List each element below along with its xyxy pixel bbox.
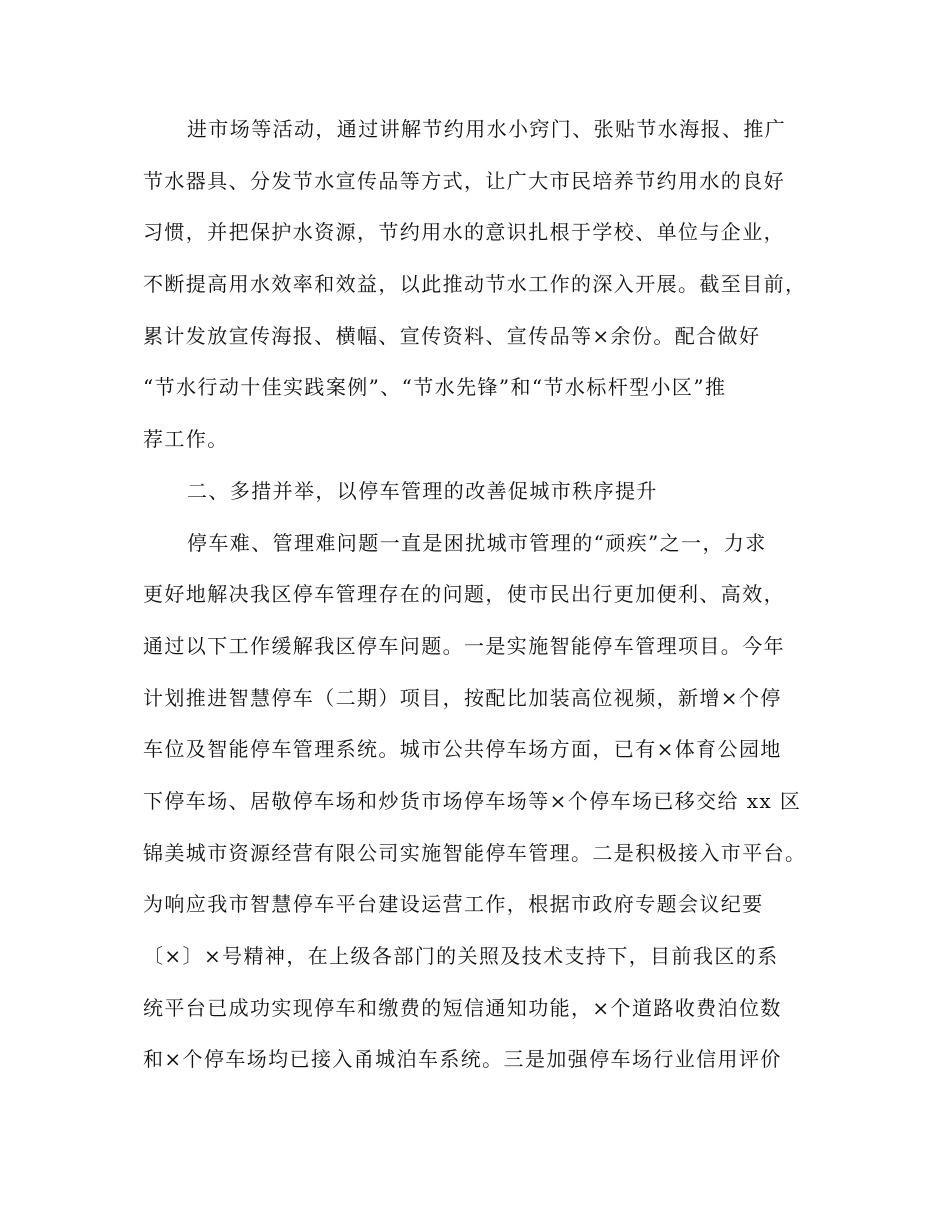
text-line: 下停车场、居敬停车场和炒货市场停车场等×个停车场已移交给 xx 区 [143,788,802,813]
text-line: 停车难、管理难问题一直是困扰城市管理的“顽疾”之一，力求 [187,530,767,555]
text-line: 不断提高用水效率和效益，以此推动节水工作的深入开展。截至目前， [143,272,807,297]
text-line: 〔×〕×号精神，在上级各部门的关照及技术支持下，目前我区的系 [143,944,779,968]
document-body [143,104,823,1086]
text-line: 习惯，并把保护水资源，节约用水的意识扎根于学校、单位与企业， [143,220,785,245]
text-line: 车位及智能停车管理系统。城市公共停车场方面，已有×体育公园地 [143,737,782,762]
text-line: 和×个停车场均已接入甬城泊车系统。三是加强停车场行业信用评价 [143,1047,782,1072]
section-heading: 二、多措并举，以停车管理的改善促城市秩序提升 [187,478,658,503]
text-line: 为响应我市智慧停车平台建设运营工作，根据市政府专题会议纪要 [143,892,764,917]
text-line: 通过以下工作缓解我区停车问题。一是实施智能停车管理项目。今年 [143,633,785,658]
text-line: 累计发放宣传海报、横幅、宣传资料、宣传品等×余份。配合做好 [143,323,761,348]
text-line: 节水器具、分发节水宣传品等方式，让广大市民培养节约用水的良好 [143,168,785,193]
text-line: 统平台已成功实现停车和缴费的短信通知功能，×个道路收费泊位数 [143,995,782,1020]
text-line: 计划推进智慧停车（二期）项目，按配比加装高位视频，新增×个停 [143,685,782,710]
text-line: 荐工作。 [143,427,229,452]
text-line: 更好地解决我区停车管理存在的问题，使市民出行更加便利、高效， [143,582,785,607]
text-line: 进市场等活动，通过讲解节约用水小窍门、张贴节水海报、推广 [187,117,787,141]
text-line: 锦美城市资源经营有限公司实施智能停车管理。二是积极接入市平台。 [143,840,807,865]
text-line: “节水行动十佳实践案例”、“节水先锋”和“节水标杆型小区”推 [143,375,727,400]
